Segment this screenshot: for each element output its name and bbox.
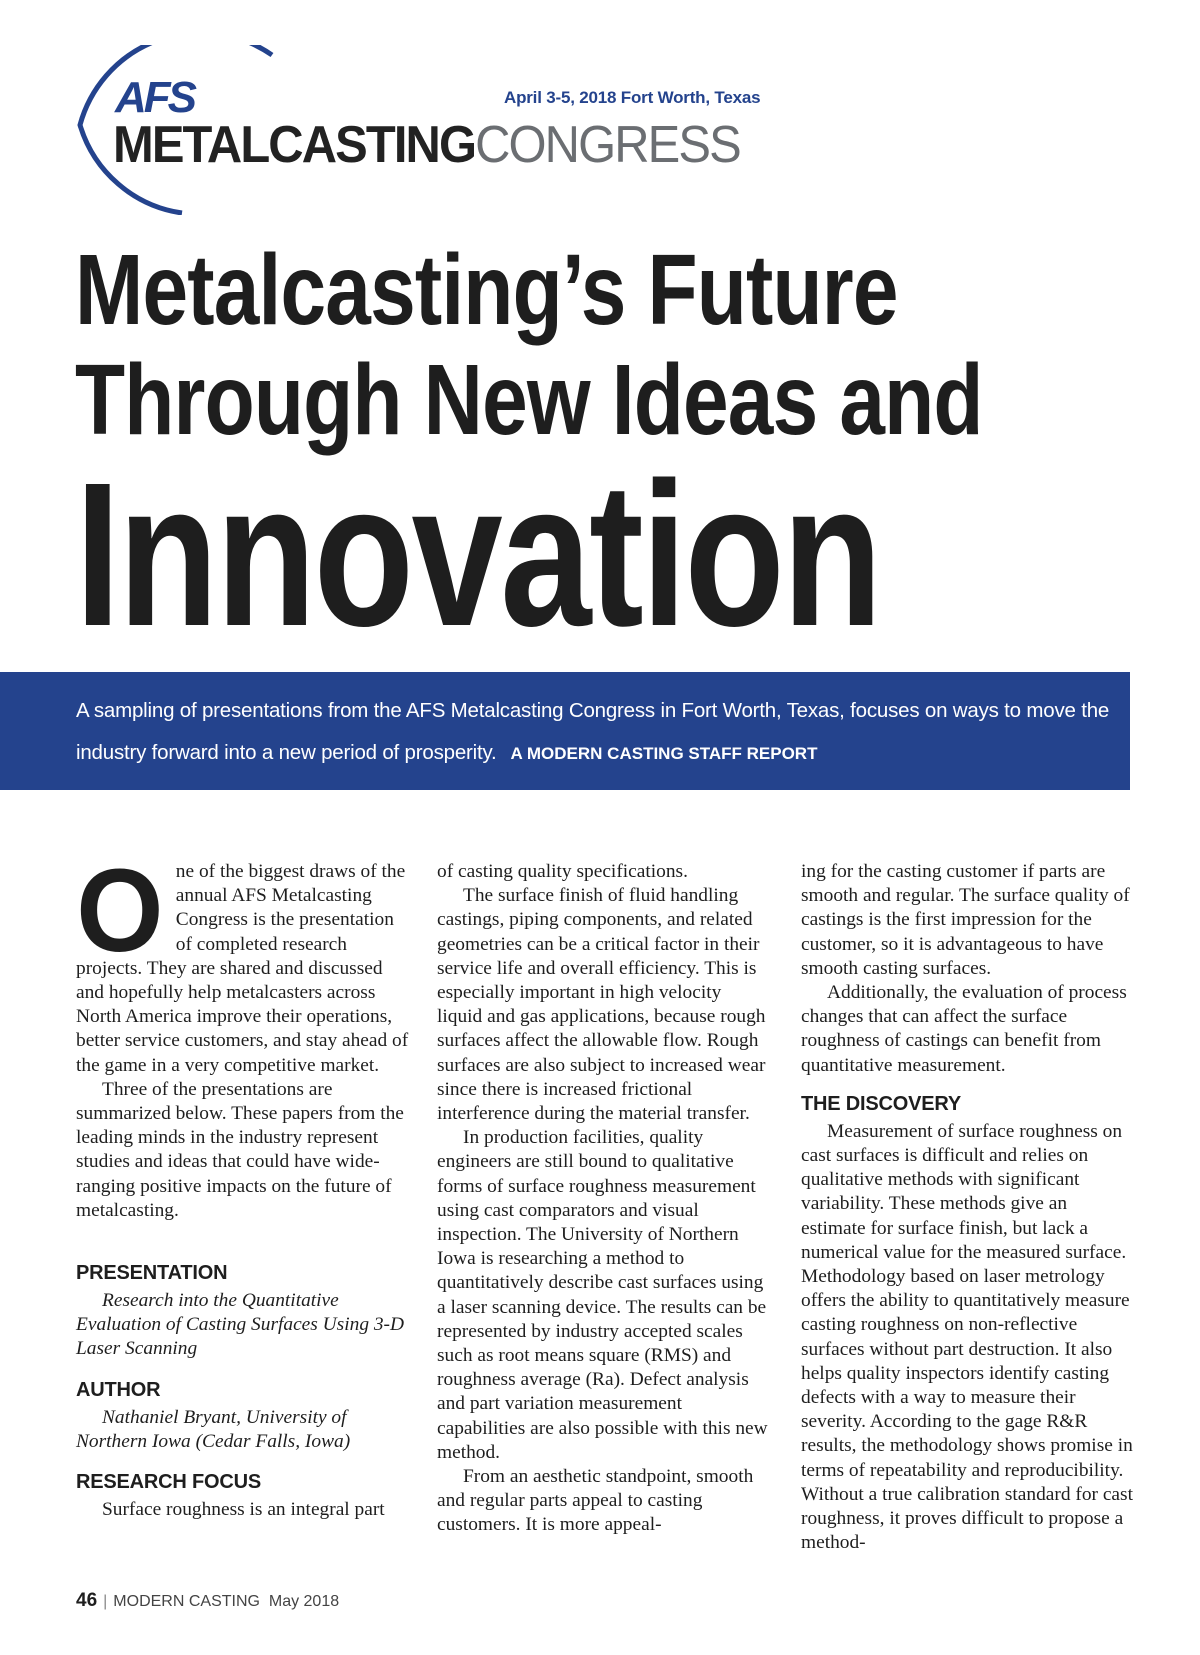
issue-date: May 2018 xyxy=(268,1593,340,1610)
article-column-2 xyxy=(437,860,770,1538)
deck xyxy=(76,690,1116,775)
intro-text: ne of the biggest draws of the annual AFS Metalcasting Congress is the presentation of completed research projects. They are shared and discussed and hopefully help metalcasters across North America improve their operations, better service customers, and stay ahead of the game in a very competitive market. xyxy=(76,861,409,1076)
page-footer xyxy=(76,1590,339,1612)
article-column-3 xyxy=(801,860,1134,1555)
metalcasting-congress-logo xyxy=(113,116,740,174)
body-paragraph: ing for the casting customer if parts are smooth and regular. The surface quality of castings is the first impression for the customer, so it is advantageous to have smooth casting surfaces. xyxy=(801,861,1130,979)
body-paragraph: Three of the presentations are summarized below. These papers from the leading minds in the industry represent studies and ideas that could have wide-ranging positive impacts on the future of metalcasting. xyxy=(76,1078,404,1221)
publication-name: MODERN CASTING xyxy=(113,1593,260,1610)
article-column-1 xyxy=(76,845,409,1522)
body-paragraph: The surface finish of fluid handling castings, piping components, and related geometries can be a critical factor in their service life and overall efficiency. This is especially important in high velocity liquid and gas applications, because rough surfaces affect the allowable flow. Rough surfaces are also subject to increased wear since there is increased frictional interference during the material transfer. xyxy=(437,885,766,1125)
drop-cap: O xyxy=(76,845,164,977)
subhead-author: AUTHOR xyxy=(76,1378,161,1401)
body-paragraph: From an aesthetic standpoint, smooth and regular parts appeal to casting customers. It is more appeal- xyxy=(437,1466,754,1536)
deck-text: A sampling of presentations from the AFS Metalcasting Congress in Fort Worth, Texas, focuses on ways to move the industry forward into a new period of prosperity. xyxy=(76,699,1110,764)
body-paragraph: Measurement of surface roughness on cast surfaces is difficult and relies on qualitative methods with significant variability. These methods give an estimate for surface finish, but lack a numerical value for the measured surface. Methodology based on laser metrology offers the ability to quantitatively measure casting roughness on non-reflective surfaces without part destruction. It also helps quality inspectors identify casting defects with a way to measure their severity. According to the gage R&R results, the methodology shows promise in terms of repeatability and reproducibility. Without a true calibration standard for cast roughness, it proves difficult to propose a method- xyxy=(801,1120,1133,1554)
subhead-the-discovery: THE DISCOVERY xyxy=(801,1092,962,1115)
author-name: Nathaniel Bryant, University of Northern Iowa (Cedar Falls, Iowa) xyxy=(76,1406,351,1452)
body-paragraph: of casting quality specifications. xyxy=(437,861,688,882)
subhead-presentation: PRESENTATION xyxy=(76,1262,228,1285)
headline-line-2: Through New Ideas and xyxy=(75,344,983,456)
logo-congress-word: CONGRESS xyxy=(475,116,740,174)
body-paragraph: Additionally, the evaluation of process changes that can affect the surface roughness of castings can benefit from quantitative measurement. xyxy=(801,982,1127,1076)
afs-logo: AFS xyxy=(115,73,194,122)
body-paragraph: In production facilities, quality engineers are still bound to qualitative forms of surface roughness measurement using cast comparators and visual inspection. The University of Northern Iowa is researching a method to quantitatively describe cast surfaces using a laser scanning device. The results can be represented by industry accepted scales such as root means square (RMS) and roughness average (Ra). Defect analysis and part variation measurement capabilities are also possible with this new method. xyxy=(437,1127,768,1463)
footer-separator: | xyxy=(103,1593,108,1610)
headline-line-1: Metalcasting’s Future xyxy=(75,234,898,346)
headline-line-3: Innovation xyxy=(75,440,881,669)
body-paragraph: Surface roughness is an integral part xyxy=(102,1499,385,1521)
deck-credit: A MODERN CASTING STAFF REPORT xyxy=(510,744,818,763)
page-number: 46 xyxy=(76,1590,98,1611)
logo-metalcasting-word: METALCASTING xyxy=(113,116,476,174)
subhead-research-focus: RESEARCH FOCUS xyxy=(76,1471,261,1494)
intro-paragraph xyxy=(76,845,409,1078)
event-date: April 3-5, 2018 Fort Worth, Texas xyxy=(504,88,761,107)
presentation-title: Research into the Quantitative Evaluation of Casting Surfaces Using 3-D Laser Scanning xyxy=(76,1290,405,1360)
